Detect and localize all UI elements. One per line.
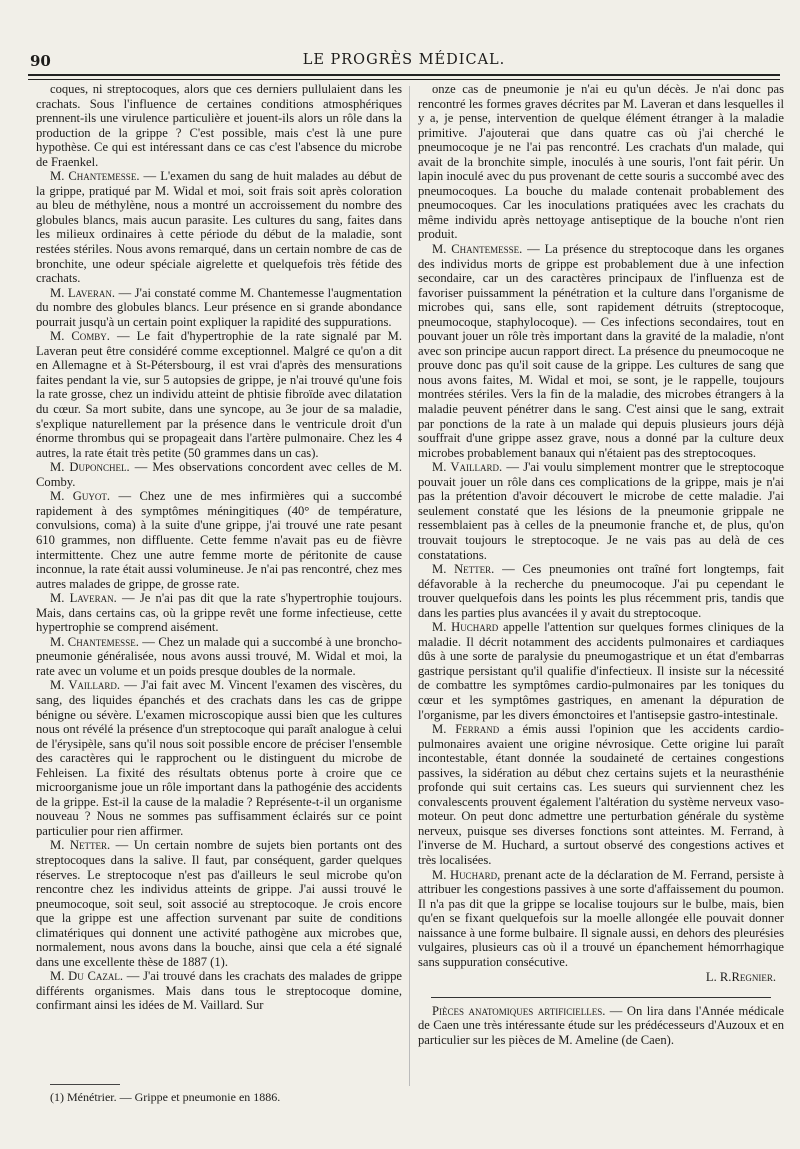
paragraph <box>36 635 402 679</box>
paragraph-text: a émis aussi l'opinion que les accidents cardio-pulmonaires avaient une origine névrosique. Cette origine lui paraît incontestable, étant donnée la soudaineté de certaines congestions passives, la sidération au début chez certains sujets et la neurasthénie profonde qui suit certains cas. Les sueurs qui surviennent chez les convalescents prouvent également l'altération du système nerveux vaso-moteur. On peut donc admettre une perturbation générale du système nerveux, puisque ses diverses fonctions sont atteintes. M. Ferrand, à l'inverse de M. Huchard, a surtout observé des congestions actives et très localisées. <box>418 722 784 867</box>
paragraph <box>418 460 784 562</box>
paragraph <box>36 82 402 169</box>
footnote-rule <box>50 1084 120 1085</box>
paragraph-text: — Le fait d'hypertrophie de la rate signalé par M. Laveran peut être considéré comme exceptionnel. Malgré ce qu'on a dit en Allemagne et à St-Pétersbourg, il est vrai d'après des mensurations faites pendant la vie, sur 5 autopsies de grippe, je n'ai trouvé qu'une fois la rate grosse, chez un individu atteint de phtisie fibroïde avec dilatation du cœur. Sa mort subite, dans une syncope, au 3e jour de sa maladie, s'explique naturellement par la présence dans le ventricule droit d'un énorme thrombus qui se propageait dans l'artère pulmonaire. Chez les 4 autres, la rate était très petite (50 grammes dans un cas). <box>36 329 402 460</box>
paragraph <box>36 838 402 969</box>
column-divider <box>409 86 410 1086</box>
speaker-name: M. Chantemesse. <box>432 242 523 257</box>
speaker-name: M. Netter. <box>432 562 495 577</box>
paragraph-text: prenant acte de la déclaration de M. Ferrand, persiste à attribuer les congestions passives à une sorte d'affaissement du poumon. Il n'a pas dit que la grippe se localise toujours sur le bulbe, mais, bien qu'en se fixant quelquefois sur la moelle allongée elle pouvait donner naissance à une forme bulbaire. Il signale aussi, en dehors des pleurésies vulgaires, plusieurs cas où il a trouvé un épanchement hémorrhagique sans suppuration consécutive. <box>418 867 784 969</box>
paragraph <box>36 489 402 591</box>
speaker-name: M. Netter. <box>50 838 111 853</box>
journal-title: LE PROGRÈS MÉDICAL. <box>302 52 506 68</box>
speaker-name: M. Huchard, <box>432 867 501 882</box>
right-paragraphs <box>418 82 784 969</box>
paragraph-text: — La présence du streptocoque dans les organes des individus morts de grippe est probablement due à une infection secondaire, car un des caractères principaux de l'influenza est de favoriser puissamment la pénétration et la culture dans l'organisme de microbes qui, sans elle, sont rapidement détruits (streptocoque, pneumocoque, staphylocoque). — Ces infections secondaires, tout en pouvant jouer un rôle très important dans la gravité de la maladie, n'ont avec son principe aucun rapport direct. La présence du pneumocoque ne prouve donc pas qu'il soit cause de la grippe. Les cultures de sang que nous avons faites, M. Widal et moi, se sont, je le rappelle, toujours montrées stériles. Vers la fin de la maladie, des microbes étrangers à la maladie peuvent pénétrer dans le sang. C'est ainsi que le sang, extrait par ponctions de la rate à un malade qui depuis plusieurs jours déjà souffrait d'une grippe assez grave, nous a donné par la culture deux microbes probablement banaux qui n'étaient pas des streptocoques. <box>418 242 785 460</box>
speaker-name: M. Ferrand <box>432 722 500 737</box>
paragraph <box>418 722 784 867</box>
paragraph-text: — J'ai trouvé dans les crachats des malades de grippe différents organismes. Mais dans tous le streptocoque domine, confirmant ainsi les idées de M. Vaillard. Sur <box>36 969 402 1013</box>
paragraph <box>418 620 784 722</box>
paragraph-text: — J'ai voulu simplement montrer que le streptocoque pouvait jouer un rôle dans ces complications de la grippe, mais je n'ai pas la prétention d'avoir découvert le microbe de cette maladie. J'ai seulement constaté que les lésions de la pneumonie grippale ne ressemblaient pas à celles de la pneumonie franche et, de plus, qu'on trouvait toujours le streptocoque. Je ne vais pas au delà de ces constatations. <box>418 460 784 562</box>
paragraph <box>36 591 402 635</box>
paragraph-text: coques, ni streptocoques, alors que ces derniers pullulaient dans les crachats. Sous l'influence de certaines conditions atmosphériques prennent-ils une virulence particulière et jouent-ils alors un rôle dans la production de la grippe ? C'est possible, mais c'est là une pure hypothèse. Ce qui est intéressant dans ce cas c'est l'absence du microbe de Fraenkel. <box>36 82 402 169</box>
speaker-name: M. Chantemesse. <box>50 634 139 649</box>
paragraph-text: — Mes observations concordent avec celles de M. Comby. <box>36 460 402 489</box>
paragraph <box>36 678 402 838</box>
paragraph <box>418 868 784 970</box>
speaker-name: M. Duponchel. <box>50 460 130 475</box>
paragraph <box>36 329 402 460</box>
right-column <box>418 82 784 1048</box>
speaker-name: M. Guyot. <box>50 489 111 504</box>
paragraph-text: appelle l'attention sur quelques formes cliniques de la maladie. Il décrit notamment des accidents pulmonaires et cardiaques dûs à une sorte de paralysie du pneumogastrique et un état d'embarras gastrique persistant qu'il qualifie d'infectieux. Il insiste sur la nécessité de combattre les symptômes cardio-pulmonaires par les toniques du cœur et les symptômes gastriques, en amenant la dépuration de l'organisme, par les divers émonctoires et l'antisepsie gastro-intestinale. <box>418 620 784 722</box>
notice-paragraph <box>418 1004 784 1048</box>
paragraph-text: — L'examen du sang de huit malades au début de la grippe, pratiqué par M. Widal et moi, soit frais soit après coloration au bleu de méthylène, nous a montré un accroissement du nombre des globules blancs, mais aucun parasite. Les cultures du sang, faites dans les milieux ordinaires à cette période du début de la maladie, sont restées stériles. Nous avons remarqué, dans un certain nombre de cas de bronchite, une odeur spéciale aigrelette et quelquefois très fétide des crachats. <box>36 169 402 286</box>
speaker-name: M. Laveran. <box>50 591 117 606</box>
speaker-name: M. Du Cazal. <box>50 969 123 984</box>
paragraph-text: — J'ai fait avec M. Vincent l'examen des viscères, du sang, des liquides épanchés et des crachats dans les cas de grippe bénigne ou sévère. L'examen microscopique aussi bien que les cultures nous ont révélé la présence d'un streptocoque qui paraît analogue à celui de l'érysipèle, sans qu'il nous soit possible encore de préciser l'ensemble des caractères qui le rapprochent ou le distinguent du microbe de Fehleisen. La fixité des résultats obtenus porte à croire que ce microorganisme joue un rôle important dans la pathogénie des accidents de la grippe. Est-il la cause de la maladie ? Représente-t-il un organisme nouveau ? Nous ne sommes pas suffisamment éclairés sur ce point particulier pour rien affirmer. <box>36 678 402 838</box>
paragraph <box>418 242 784 460</box>
paragraph-text: — Chez un malade qui a succombé à une broncho-pneumonie généralisée, nous avons aussi trouvé, M. Widal et moi, la rate avec un volume et un poids presque doubles de la normale. <box>36 634 402 678</box>
paragraph <box>418 562 784 620</box>
paragraph <box>36 460 402 489</box>
speaker-name: M. Vaillard. <box>432 460 503 475</box>
notice-text: — On lira dans l'Année médicale de Caen une très intéressante étude sur les prédécesseurs d'Auzoux et en particulier sur les pièces de M. Ameline (de Caen). <box>418 1003 785 1047</box>
page-number: 90 <box>30 52 51 70</box>
paragraph-text: — J'ai constaté comme M. Chantemesse l'augmentation du nombre des globules blancs. Leur présence en si grande abondance pourrait jusqu'à un certain point expliquer la rapidité des suppurations. <box>36 285 402 329</box>
paragraph-text: — Je n'ai pas dit que la rate s'hypertrophie toujours. Mais, dans certains cas, où la grippe revêt une forme infectieuse, cette hypertrophie se comprend aisément. <box>36 591 402 635</box>
speaker-name: M. Laveran. <box>50 285 116 300</box>
paragraph <box>36 169 402 285</box>
speaker-name: M. Comby. <box>50 329 110 344</box>
section-separator <box>431 997 771 998</box>
paragraph <box>36 969 402 1013</box>
notice-heading: Pièces anatomiques artificielles. <box>432 1003 606 1018</box>
paragraph-text: — Chez une de mes infirmières qui a succombé rapidement à des symptômes méningitiques (40° de température, convulsions, coma) à la suite d'une grippe, j'ai trouvé une rate pesant 610 grammes, non diffluente. Cette femme n'avait pas eu de fièvre intermittente. Chez une autre femme morte de péritonite de cause inconnue, la rate était aussi volumineuse. Je n'ai pas rencontré, chez mes autres malades de grippe, de grosse rate. <box>36 489 402 591</box>
paragraph <box>36 286 402 330</box>
speaker-name: M. Huchard <box>432 620 499 635</box>
page-header <box>28 52 780 74</box>
paragraph-text: onze cas de pneumonie je n'ai eu qu'un décès. Je n'ai donc pas rencontré les formes graves décrites par M. Laveran et dans lesquelles il y a, je pense, intervention de quelque élément étranger à la maladie primitive. J'ajouterai que dans quatre cas où j'ai cherché le pneumocoque je ne l'ai pas rencontré. Les crachats d'un malade, qui avait de la bronchite simple, inoculés à une souris, l'ont fait périr. Un lapin inoculé avec du pus provenant de cette souris a succombé avec des pneumocoques. La bouche du malade contenait probablement des pneumocoques. Car les inoculations pratiquées avec les crachats du même individu après nettoyage antiseptique de la bouche n'ont rien produit. <box>418 82 784 242</box>
footnote: (1) Ménétrier. — Grippe et pneumonie en 1886. <box>50 1090 281 1104</box>
header-rule <box>28 74 780 80</box>
speaker-name: M. Vaillard. <box>50 678 121 693</box>
paragraph <box>418 82 784 242</box>
paragraph-text: — Un certain nombre de sujets bien portants ont des streptocoques dans la salive. Il faut, par conséquent, garder quelques réserves. Le streptocoque n'est pas d'ailleurs le seul microbe qu'on rencontre chez les individus atteints de grippe. J'ai aussi trouvé le pneumocoque, soit seul, soit associé au streptocoque. Je crois encore que la grippe est une affection survenant par suite de conditions climatériques qui donnent une activité pathogène aux microbes que, normalement, nous avons dans la bouche, ainsi que cela a été signalé dans une excellente thèse de 1887 (1). <box>36 838 403 969</box>
paragraph-text: — Ces pneumonies ont traîné fort longtemps, fait défavorable à la recherche du pneumocoque. J'ai pu cependant le trouver quelquefois dans les points les plus récemment pris, tandis que dans les parties plus avancées il y avait du streptocoque. <box>418 562 784 620</box>
speaker-name: M. Chantemesse. <box>50 169 140 184</box>
left-column <box>36 82 402 1013</box>
article-signature: L. R.Regnier. <box>705 970 776 985</box>
